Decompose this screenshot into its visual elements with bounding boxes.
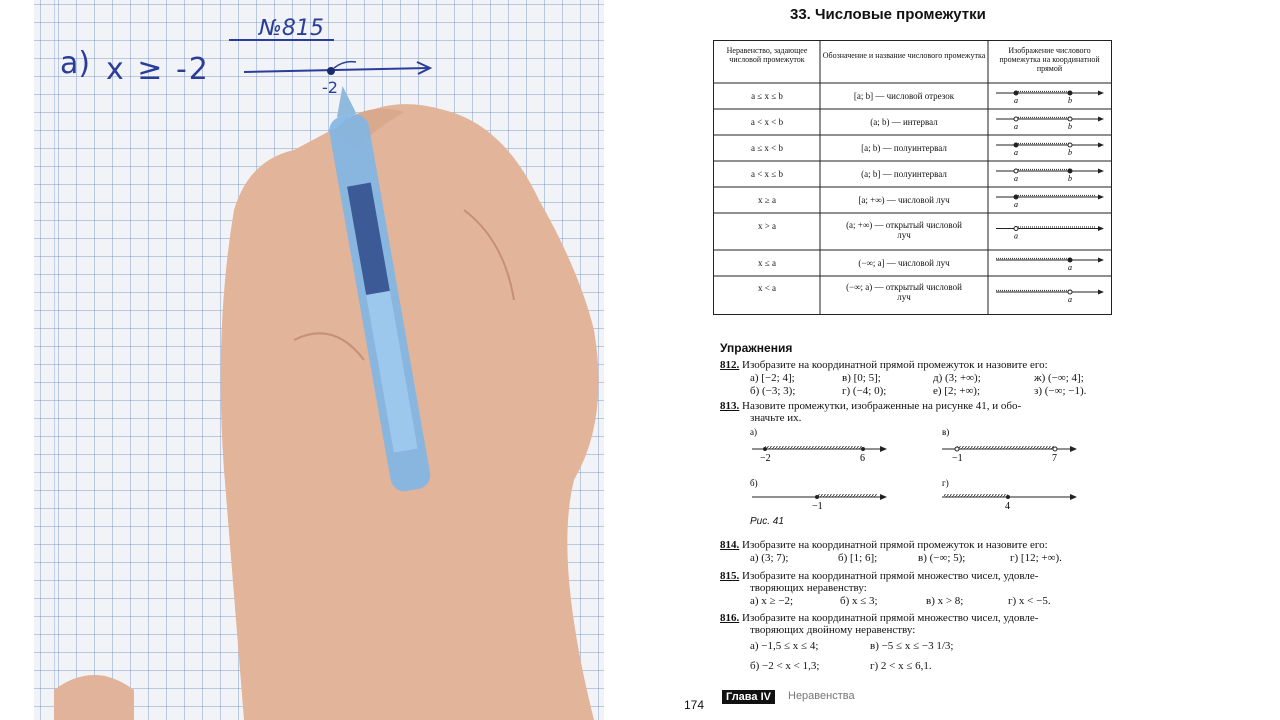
exercise-815 [720, 570, 1038, 582]
table-figure-point-filled [1014, 143, 1018, 147]
exercise-option: в) (−∞; 5); [918, 552, 966, 564]
exercise-text-continued: творяющих неравенству: [750, 582, 867, 594]
figure-hatch [957, 446, 1055, 449]
table-figure-label: b [1068, 122, 1072, 131]
table-figure-label: b [1068, 174, 1072, 183]
table-figure-point-open [1014, 169, 1018, 173]
exercise-option: г) (−4; 0); [842, 385, 887, 397]
table-figure-arrow-icon [1098, 258, 1104, 263]
figure-arrow-icon [1070, 446, 1077, 452]
figure-point-open [1053, 447, 1057, 451]
table-figure-point-open [1068, 290, 1072, 294]
table-header-3: Изображение числового промежутка на координатной прямой [999, 46, 1100, 73]
exercise-option: а) x ≥ −2; [750, 595, 794, 607]
table-figure-point-open [1014, 227, 1018, 231]
notebook-drawing [34, 0, 604, 720]
exercise-text-continued: творяющих двойному неравенству: [750, 624, 916, 636]
figure-panel-label: в) [942, 427, 950, 437]
table-figure-arrow-icon [1098, 195, 1104, 200]
table-row-inequality: a < x ≤ b [750, 169, 783, 179]
table-figure-point-filled [1014, 91, 1018, 95]
exercise-option: е) [2; +∞); [933, 385, 981, 397]
exercise-text: Назовите промежутки, изображенные на рисунке 41, и обо- [742, 400, 1022, 412]
figure-tick-label: 7 [1052, 453, 1057, 464]
exercise-text: Изобразите на координатной прямой множество чисел, удовле- [742, 570, 1039, 582]
table-row-inequality: a ≤ x ≤ b [751, 91, 783, 101]
exercise-text-continued: значьте их. [750, 412, 802, 424]
figure-point-filled [763, 447, 767, 451]
table-row-name: (a; +∞) — открытый числовой луч [846, 220, 962, 240]
figure-41 [680, 420, 1280, 520]
table-figure-point-filled [1068, 258, 1072, 262]
table-figure-point-filled [1014, 195, 1018, 199]
filled-point [327, 67, 335, 75]
chapter-badge: Глава IV [722, 690, 775, 704]
exercise-option: а) [−2; 4]; [750, 372, 795, 384]
exercise-option: г) 2 < x ≤ 6,1. [870, 660, 932, 672]
textbook-page [680, 0, 1280, 720]
exercise-text: Изобразите на координатной прямой промежуток и назовите его: [742, 359, 1048, 371]
figure-tick-label: −1 [812, 501, 823, 512]
exercise-number: 815. [720, 570, 740, 582]
figure-tick-label: −1 [952, 453, 963, 464]
table-figure-point-open [1068, 143, 1072, 147]
figure-point-filled [815, 495, 819, 499]
table-figure-label: a [1068, 295, 1072, 304]
table-row-inequality: x ≥ a [758, 195, 776, 205]
chapter-title: Неравенства [788, 690, 855, 702]
figure-tick-label: 6 [860, 453, 865, 464]
table-figure-label: a [1014, 174, 1018, 183]
exercise-option: в) [0; 5]; [842, 372, 881, 384]
figure-arrow-icon [880, 446, 887, 452]
table-figure-label: a [1014, 122, 1018, 131]
handwritten-point-label: -2 [322, 78, 338, 97]
table-figure-arrow-icon [1098, 290, 1104, 295]
figure-point-filled [1006, 495, 1010, 499]
table-row-name: (a; b] — полуинтервал [861, 169, 947, 179]
table-figure-arrow-icon [1098, 143, 1104, 148]
figure-hatch [765, 446, 863, 449]
table-header-1: Неравенство, задающее числовой промежуток [726, 46, 808, 64]
figure-caption: Рис. 41 [750, 516, 784, 527]
handwritten-inequality: x ≥ -2 [106, 52, 210, 87]
table-figure-label: b [1068, 96, 1072, 105]
table-row-inequality: x < a [757, 283, 777, 293]
exercise-number: 813. [720, 400, 740, 412]
table-row-inequality: a < x < b [750, 117, 784, 127]
handwritten-item-label: а) [60, 46, 91, 81]
notebook-page [34, 0, 604, 720]
handwritten-problem-number: №815 [259, 16, 324, 41]
left-border [0, 0, 34, 720]
exercise-814 [720, 539, 1048, 551]
page-number: 174 [684, 698, 705, 712]
exercise-option: з) (−∞; −1). [1034, 385, 1087, 397]
intervals-table [713, 40, 1112, 315]
figure-point-open [955, 447, 959, 451]
table-row-name: [a; b] — числовой отрезок [853, 91, 955, 101]
exercise-option: б) x ≤ 3; [840, 595, 878, 607]
table-figure-label: a [1014, 96, 1018, 105]
table-figure-label: b [1068, 148, 1072, 157]
exercise-option: в) −5 ≤ x ≤ −3 1/3; [870, 640, 954, 652]
table-figure-arrow-icon [1098, 91, 1104, 96]
exercise-number: 814. [720, 539, 740, 551]
table-row-name: [a; +∞) — числовой луч [858, 195, 950, 205]
table-figure-point-open [1014, 117, 1018, 121]
figure-panel-label: а) [750, 427, 757, 437]
exercise-816 [720, 612, 1038, 624]
exercise-813 [720, 400, 1021, 412]
table-row-name: (−∞; a) — открытый числовой луч [846, 282, 962, 302]
exercises-heading: Упражнения [720, 341, 793, 355]
table-figure-arrow-icon [1098, 117, 1104, 122]
exercise-number: 812. [720, 359, 740, 371]
table-figure-point-open [1068, 117, 1072, 121]
exercise-812 [720, 359, 1048, 371]
table-figure-label: a [1014, 231, 1018, 241]
table-row-inequality: a ≤ x < b [750, 143, 783, 153]
exercise-text: Изобразите на координатной прямой промежуток и назовите его: [742, 539, 1048, 551]
exercise-option: д) (3; +∞); [933, 372, 981, 384]
figure-tick-label: 4 [1005, 501, 1010, 512]
figure-hatch [944, 494, 1008, 497]
exercise-option: а) (3; 7); [750, 552, 789, 564]
table-row-name: (−∞; a] — числовой луч [858, 258, 950, 268]
exercise-option: г) [12; +∞). [1010, 552, 1062, 564]
table-row-name: (a; b) — интервал [870, 117, 938, 127]
exercise-text: Изобразите на координатной прямой множество чисел, удовле- [742, 612, 1039, 624]
exercise-option: а) −1,5 ≤ x ≤ 4; [750, 640, 819, 652]
table-figure-label: a [1014, 148, 1018, 157]
exercise-option: в) x > 8; [926, 595, 964, 607]
table-row-name: [a; b) — полуинтервал [861, 143, 947, 153]
table-row-inequality: x > a [757, 221, 777, 231]
table-interval-figures [996, 91, 1104, 305]
figure-arrow-icon [880, 494, 887, 500]
figure-tick-label: −2 [760, 453, 771, 464]
exercise-number: 816. [720, 612, 740, 624]
table-figure-arrow-icon [1098, 169, 1104, 174]
exercise-option: г) x < −5. [1008, 595, 1051, 607]
table-figure-arrow-icon [1098, 226, 1104, 231]
table-figure-label: a [1068, 263, 1072, 272]
exercise-option: б) [1; 6]; [838, 552, 878, 564]
figure-hatch [817, 494, 877, 497]
exercise-option: б) (−3; 3); [750, 385, 796, 397]
figure-arrow-icon [1070, 494, 1077, 500]
figure-point-filled [861, 447, 865, 451]
figure-panel-label: б) [750, 478, 758, 488]
table-figure-label: a [1014, 200, 1018, 209]
section-title: 33. Числовые промежутки [790, 6, 986, 23]
figure-panel-label: г) [942, 478, 949, 488]
table-header-2: Обозначение и название числового промежутка [822, 51, 986, 60]
table-row-inequality: x ≤ a [758, 258, 776, 268]
table-figure-point-filled [1068, 91, 1072, 95]
other-hand-finger [54, 675, 134, 720]
table-figure-point-filled [1068, 169, 1072, 173]
exercise-option: ж) (−∞; 4]; [1034, 372, 1084, 384]
exercise-option: б) −2 < x < 1,3; [750, 660, 820, 672]
hatch-stroke [334, 62, 356, 68]
number-line-stroke [244, 68, 429, 72]
